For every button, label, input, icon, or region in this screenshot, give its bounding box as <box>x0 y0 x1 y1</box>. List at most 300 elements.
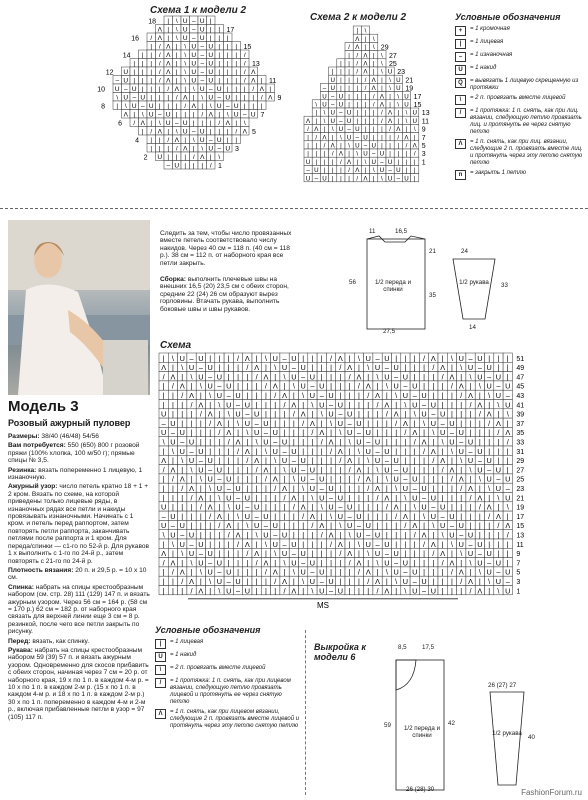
grid-symbol: | <box>441 474 444 484</box>
grid-symbol: | <box>209 493 212 503</box>
grid-symbol: U <box>328 484 334 493</box>
grid-symbol: – <box>166 162 171 170</box>
grid-symbol: | <box>488 586 491 596</box>
grid-symbol: | <box>478 484 481 493</box>
grid-symbol: Λ <box>244 446 250 456</box>
grid-symbol: – <box>329 400 334 410</box>
grid-symbol: | <box>209 400 212 410</box>
grid-symbol: | <box>264 493 267 503</box>
grid-symbol: / <box>497 521 500 531</box>
grid-symbol: | <box>190 381 193 391</box>
grid-symbol: | <box>339 484 342 493</box>
rapport-label: MS <box>317 600 329 610</box>
grid-symbol: / <box>357 474 360 484</box>
grid-symbol: | <box>432 474 435 484</box>
grid-symbol: – <box>371 150 376 158</box>
row-number: 29 <box>380 44 389 52</box>
assembly-body: выполнить плечевые швы на внешних 16,5 (20) 23,5 см с обеих сторон, средние 22 (24) 26 см образуют вырез горловины. Втачать рукава, выполнить боковые швы и швы рукавов. <box>160 276 289 313</box>
grid-symbol: / <box>246 549 249 559</box>
grid-symbol: / <box>209 511 212 521</box>
grid-symbol: | <box>227 456 230 466</box>
grid-symbol: | <box>385 577 388 586</box>
grid-symbol: U <box>404 101 409 109</box>
grid-symbol: | <box>478 511 481 521</box>
grid-symbol: | <box>246 558 249 568</box>
grid-symbol: U <box>170 418 176 428</box>
grid-symbol: Λ <box>375 484 380 493</box>
grid-symbol: U <box>330 109 335 117</box>
grid-symbol: | <box>441 353 444 363</box>
grid-symbol: \ <box>158 120 161 127</box>
grid-symbol: | <box>141 69 144 76</box>
grid-symbol: \ <box>506 502 509 512</box>
grid-symbol: | <box>367 511 370 521</box>
grid-symbol: U <box>179 428 185 438</box>
grid-symbol: \ <box>162 530 165 540</box>
grid-symbol: | <box>171 400 174 410</box>
grid-symbol: | <box>441 539 444 549</box>
grid-symbol: U <box>216 558 223 568</box>
grid-symbol: | <box>292 511 295 521</box>
grid-symbol: | <box>460 400 463 410</box>
grid-symbol: U <box>440 428 446 438</box>
grid-symbol: U <box>198 558 204 568</box>
grid-symbol: | <box>478 428 481 438</box>
grid-symbol: | <box>357 456 360 466</box>
grid-symbol: – <box>505 391 510 400</box>
grid-symbol: Λ <box>314 126 319 134</box>
grid-symbol: | <box>330 558 333 568</box>
model-paragraph-label: Резинка: <box>8 466 39 474</box>
grid-symbol: – <box>208 137 213 144</box>
legend-row <box>455 65 585 75</box>
grid-symbol: | <box>162 586 165 596</box>
grid-symbol: | <box>162 400 165 410</box>
grid-symbol: \ <box>124 103 127 110</box>
grid-symbol: \ <box>184 43 187 51</box>
grid-symbol: | <box>323 126 326 134</box>
grid-symbol: | <box>357 363 360 373</box>
schema1-grid <box>82 14 292 194</box>
grid-symbol: – <box>263 521 268 531</box>
grid-symbol: / <box>356 175 359 183</box>
grid-symbol: U <box>421 502 427 512</box>
grid-symbol: | <box>506 363 509 373</box>
row-number-right: 9 <box>277 95 282 102</box>
grid-symbol: U <box>244 493 250 503</box>
grid-symbol: / <box>478 502 481 512</box>
row-number: 21 <box>516 495 525 503</box>
grid-symbol: | <box>381 142 383 150</box>
grid-symbol: | <box>506 353 509 363</box>
grid-symbol: | <box>162 484 165 493</box>
watermark: FashionForum.ru <box>521 788 582 797</box>
grid-symbol: U <box>322 175 327 183</box>
legend-text: = 1 п. снять, как при лицевом вязании, следующие 2 п. провязать вместе лицевой и протянуть через эту петлю снятую петлю <box>170 709 300 729</box>
grid-symbol: U <box>208 145 214 153</box>
grid-symbol: / <box>460 391 463 400</box>
grid-symbol: \ <box>389 76 391 84</box>
grid-symbol: – <box>236 493 241 503</box>
model-paragraph-text: вязать, как спинку. <box>32 637 90 645</box>
row-number: 23 <box>397 69 405 77</box>
grid-symbol: U <box>165 111 171 119</box>
dim-sleeve-len: 33 <box>501 282 508 289</box>
grid-symbol: | <box>497 502 500 512</box>
grid-symbol: / <box>364 76 367 84</box>
grid-symbol: – <box>191 26 196 34</box>
grid-symbol: / <box>413 150 416 158</box>
grid-symbol: | <box>389 101 391 109</box>
grid-symbol: U <box>300 456 306 466</box>
grid-symbol: U <box>281 437 288 447</box>
grid-symbol: | <box>367 400 370 410</box>
row-number: 27 <box>389 52 397 60</box>
row-number: 45 <box>516 383 525 391</box>
row-number: 47 <box>516 374 525 382</box>
grid-symbol: Λ <box>189 577 194 586</box>
grid-symbol: \ <box>302 391 305 400</box>
grid-symbol: | <box>497 409 500 419</box>
grid-symbol: Λ <box>166 77 171 85</box>
grid-symbol: | <box>385 530 388 540</box>
grid-symbol: / <box>372 93 375 101</box>
grid-symbol: / <box>167 137 170 144</box>
grid-symbol: / <box>376 400 379 410</box>
grid-symbol: U <box>458 428 464 438</box>
grid-symbol: | <box>141 60 144 68</box>
grid-symbol: Λ <box>412 428 418 438</box>
grid-symbol: Λ <box>310 418 315 428</box>
grid-symbol: U <box>300 474 306 484</box>
grid-symbol: Λ <box>363 175 368 183</box>
grid-symbol: \ <box>218 400 221 410</box>
legend-symbol-icon: \ <box>455 95 466 105</box>
grid-symbol: | <box>488 530 491 540</box>
grid-symbol: / <box>237 446 240 456</box>
grid-symbol: | <box>450 577 453 586</box>
grid-symbol: Λ <box>363 60 368 68</box>
grid-symbol: U <box>291 372 297 382</box>
grid-symbol: – <box>412 484 417 493</box>
grid-symbol: | <box>432 437 435 447</box>
grid-symbol: U <box>467 530 474 540</box>
grid-symbol: | <box>218 35 221 42</box>
grid-symbol: – <box>487 558 492 568</box>
grid-symbol: | <box>340 167 342 175</box>
grid-symbol: \ <box>283 372 286 382</box>
assembly-label: Сборка: <box>160 276 186 283</box>
grid-symbol: U <box>131 86 137 93</box>
grid-symbol: | <box>150 52 153 59</box>
grid-symbol: | <box>184 111 187 119</box>
grid-symbol: | <box>264 409 267 419</box>
grid-symbol: U <box>458 446 464 456</box>
grid-symbol: \ <box>311 493 314 503</box>
grid-symbol: – <box>375 539 380 549</box>
grid-symbol: | <box>175 103 178 110</box>
grid-symbol: | <box>226 60 229 68</box>
legend-row <box>455 26 585 36</box>
grid-symbol: U <box>216 86 222 93</box>
grid-symbol: | <box>255 353 258 363</box>
row-number-left: 4 <box>135 137 139 145</box>
grid-symbol: U <box>486 381 492 391</box>
grid-symbol: | <box>478 391 481 400</box>
grid-symbol: | <box>432 577 435 586</box>
grid-symbol: | <box>441 567 444 577</box>
grid-symbol: U <box>379 150 385 158</box>
grid-symbol: U <box>458 521 464 531</box>
grid-symbol: | <box>181 372 184 382</box>
grid-symbol: – <box>291 549 296 559</box>
grid-symbol: | <box>227 418 230 428</box>
grid-symbol: | <box>237 567 240 577</box>
grid-symbol: | <box>395 446 398 456</box>
grid-symbol: \ <box>311 400 314 410</box>
grid-symbol: | <box>167 94 170 102</box>
grid-symbol: Λ <box>300 409 306 419</box>
grid-symbol: | <box>158 103 161 110</box>
grid-symbol: | <box>376 418 379 428</box>
grid-symbol: / <box>243 69 246 76</box>
grid-symbol: Λ <box>251 69 256 76</box>
grid-symbol: Λ <box>412 142 417 150</box>
grid-symbol: | <box>488 493 491 503</box>
grid-symbol: \ <box>413 409 416 419</box>
grid-symbol: | <box>246 530 249 540</box>
grid-symbol: | <box>340 85 342 93</box>
grid-symbol: U <box>365 521 371 531</box>
grid-symbol: | <box>237 363 240 373</box>
grid-symbol: | <box>201 162 204 170</box>
grid-symbol: / <box>404 428 407 438</box>
grid-symbol: | <box>133 60 136 68</box>
pattern-bottom-sleeve-label: 1/2 рукава <box>492 730 522 737</box>
grid-symbol: – <box>217 567 222 577</box>
grid-symbol: – <box>329 586 334 596</box>
grid-symbol: | <box>235 69 238 76</box>
grid-symbol: | <box>364 117 367 125</box>
grid-symbol: \ <box>171 446 174 456</box>
grid-symbol: | <box>255 539 258 549</box>
grid-symbol: Λ <box>328 530 334 540</box>
legend-row <box>155 665 300 675</box>
grid-symbol: | <box>488 521 491 531</box>
grid-symbol: | <box>171 493 174 503</box>
grid-symbol: \ <box>376 558 379 568</box>
grid-symbol: | <box>488 446 491 456</box>
row-number: 19 <box>516 504 525 512</box>
grid-symbol: – <box>375 353 380 363</box>
grid-symbol: | <box>218 77 221 85</box>
grid-symbol: | <box>432 484 435 493</box>
grid-symbol: Λ <box>207 502 213 512</box>
row-number: 5 <box>421 143 426 150</box>
grid-symbol: Λ <box>244 539 250 549</box>
grid-symbol: | <box>320 456 323 466</box>
grid-symbol: | <box>488 400 491 410</box>
grid-symbol: | <box>218 60 221 68</box>
grid-symbol: Λ <box>337 539 343 549</box>
grid-symbol: | <box>367 465 370 475</box>
grid-symbol: U <box>402 577 409 586</box>
grid-symbol: | <box>264 363 267 373</box>
grid-symbol: | <box>283 474 286 484</box>
grid-symbol: | <box>199 530 202 540</box>
grid-symbol: U <box>505 381 511 391</box>
grid-symbol: U <box>387 175 393 183</box>
grid-symbol: – <box>217 145 222 153</box>
legend-row <box>455 108 585 136</box>
grid-symbol: / <box>209 162 212 170</box>
grid-symbol: / <box>190 493 193 503</box>
grid-symbol: | <box>423 567 426 577</box>
grid-symbol: | <box>348 150 350 158</box>
grid-symbol: / <box>339 363 342 373</box>
grid-symbol: – <box>236 400 241 410</box>
grid-symbol: – <box>161 511 166 521</box>
grid-symbol: \ <box>432 428 435 438</box>
grid-symbol: | <box>315 158 318 166</box>
grid-symbol: | <box>209 35 212 42</box>
grid-symbol: / <box>218 521 221 531</box>
grid-symbol: | <box>450 549 453 559</box>
grid-symbol: / <box>311 428 314 438</box>
grid-symbol: U <box>199 35 205 42</box>
grid-symbol: U <box>328 577 334 586</box>
grid-symbol: | <box>450 493 453 503</box>
grid-symbol: \ <box>292 567 295 577</box>
grid-symbol: | <box>348 52 350 60</box>
grid-symbol: Λ <box>486 502 492 512</box>
grid-symbol: | <box>348 93 350 101</box>
grid-symbol: U <box>291 539 297 549</box>
row-number-left: 16 <box>131 35 139 43</box>
grid-symbol: Λ <box>166 60 171 68</box>
grid-symbol: | <box>450 391 453 400</box>
grid-symbol: – <box>200 43 205 51</box>
grid-symbol: U <box>244 418 250 428</box>
grid-symbol: – <box>422 400 427 410</box>
grid-symbol: \ <box>395 391 398 400</box>
grid-symbol: | <box>330 428 333 438</box>
grid-symbol: Λ <box>319 521 325 531</box>
grid-symbol: U <box>300 381 306 391</box>
grid-symbol: | <box>255 586 258 596</box>
row-number: 15 <box>413 102 422 109</box>
grid-symbol: – <box>282 539 287 549</box>
grid-symbol: U <box>477 446 483 456</box>
grid-symbol: U <box>347 428 353 438</box>
grid-symbol: \ <box>264 446 267 456</box>
row-number-right: 1 <box>218 163 222 170</box>
grid-symbol: | <box>167 35 170 42</box>
grid-symbol: \ <box>364 158 367 166</box>
grid-symbol: – <box>487 465 492 475</box>
model-paragraph-text: вязать попеременно 1 лицевую, 1 изнаночную. <box>8 466 143 482</box>
assembly-text <box>160 276 300 313</box>
grid-symbol: U <box>309 372 316 382</box>
grid-symbol: | <box>356 101 359 109</box>
legend-row <box>455 52 585 62</box>
row-number-right: 15 <box>243 44 252 51</box>
grid-symbol: Λ <box>496 511 501 521</box>
row-number: 43 <box>516 393 525 400</box>
grid-symbol: Λ <box>198 400 204 410</box>
grid-symbol: – <box>366 437 371 447</box>
grid-symbol: | <box>264 586 267 596</box>
legend-bottom <box>155 625 300 733</box>
grid-symbol: | <box>404 502 407 512</box>
row-number: 39 <box>516 411 525 419</box>
grid-symbol: U <box>402 558 409 568</box>
pattern-bottom-title: Выкройка к модели 6 <box>314 642 366 662</box>
grid-symbol: / <box>158 52 161 59</box>
grid-symbol: | <box>339 474 342 484</box>
grid-symbol: | <box>171 502 174 512</box>
row-number: 17 <box>413 93 422 101</box>
grid-symbol: | <box>235 60 238 68</box>
grid-symbol: / <box>175 94 178 102</box>
grid-symbol: \ <box>171 353 174 363</box>
grid-symbol: | <box>413 446 416 456</box>
grid-symbol: | <box>413 558 416 568</box>
grid-symbol: | <box>167 145 170 153</box>
grid-symbol: / <box>348 558 351 568</box>
grid-symbol: Λ <box>189 391 194 400</box>
grid-symbol: \ <box>274 456 277 466</box>
grid-symbol: | <box>192 145 195 153</box>
grid-symbol: | <box>209 530 212 540</box>
grid-symbol: | <box>274 372 277 382</box>
grid-symbol: Λ <box>208 111 213 119</box>
grid-symbol: U <box>207 474 213 484</box>
grid-symbol: | <box>190 502 193 512</box>
grid-symbol: \ <box>184 77 187 85</box>
grid-symbol: | <box>252 94 255 102</box>
grid-symbol: | <box>162 381 165 391</box>
grid-symbol: | <box>348 577 351 586</box>
grid-symbol: \ <box>339 428 342 438</box>
grid-symbol: \ <box>395 484 398 493</box>
grid-symbol: | <box>274 502 277 512</box>
grid-symbol: \ <box>209 391 212 400</box>
grid-symbol: | <box>339 391 342 400</box>
grid-symbol: U <box>188 530 195 540</box>
grid-symbol: U <box>430 418 436 428</box>
grid-symbol: – <box>291 363 296 373</box>
grid-symbol: \ <box>381 68 383 76</box>
grid-symbol: | <box>181 586 184 596</box>
grid-symbol: Λ <box>449 372 455 382</box>
grid-symbol: | <box>255 484 258 493</box>
grid-symbol: | <box>283 381 286 391</box>
grid-symbol: | <box>246 484 249 493</box>
row-number: 41 <box>516 402 525 410</box>
grid-symbol: U <box>486 549 492 559</box>
grid-symbol: \ <box>320 502 323 512</box>
grid-symbol: | <box>237 549 240 559</box>
grid-symbol: U <box>387 68 393 76</box>
grid-symbol: – <box>132 94 137 102</box>
grid-symbol: / <box>274 391 277 400</box>
grid-symbol: | <box>395 521 398 531</box>
grid-symbol: U <box>393 363 399 373</box>
grid-symbol: | <box>227 465 230 475</box>
grid-symbol: U <box>179 521 185 531</box>
grid-symbol: – <box>440 511 445 521</box>
